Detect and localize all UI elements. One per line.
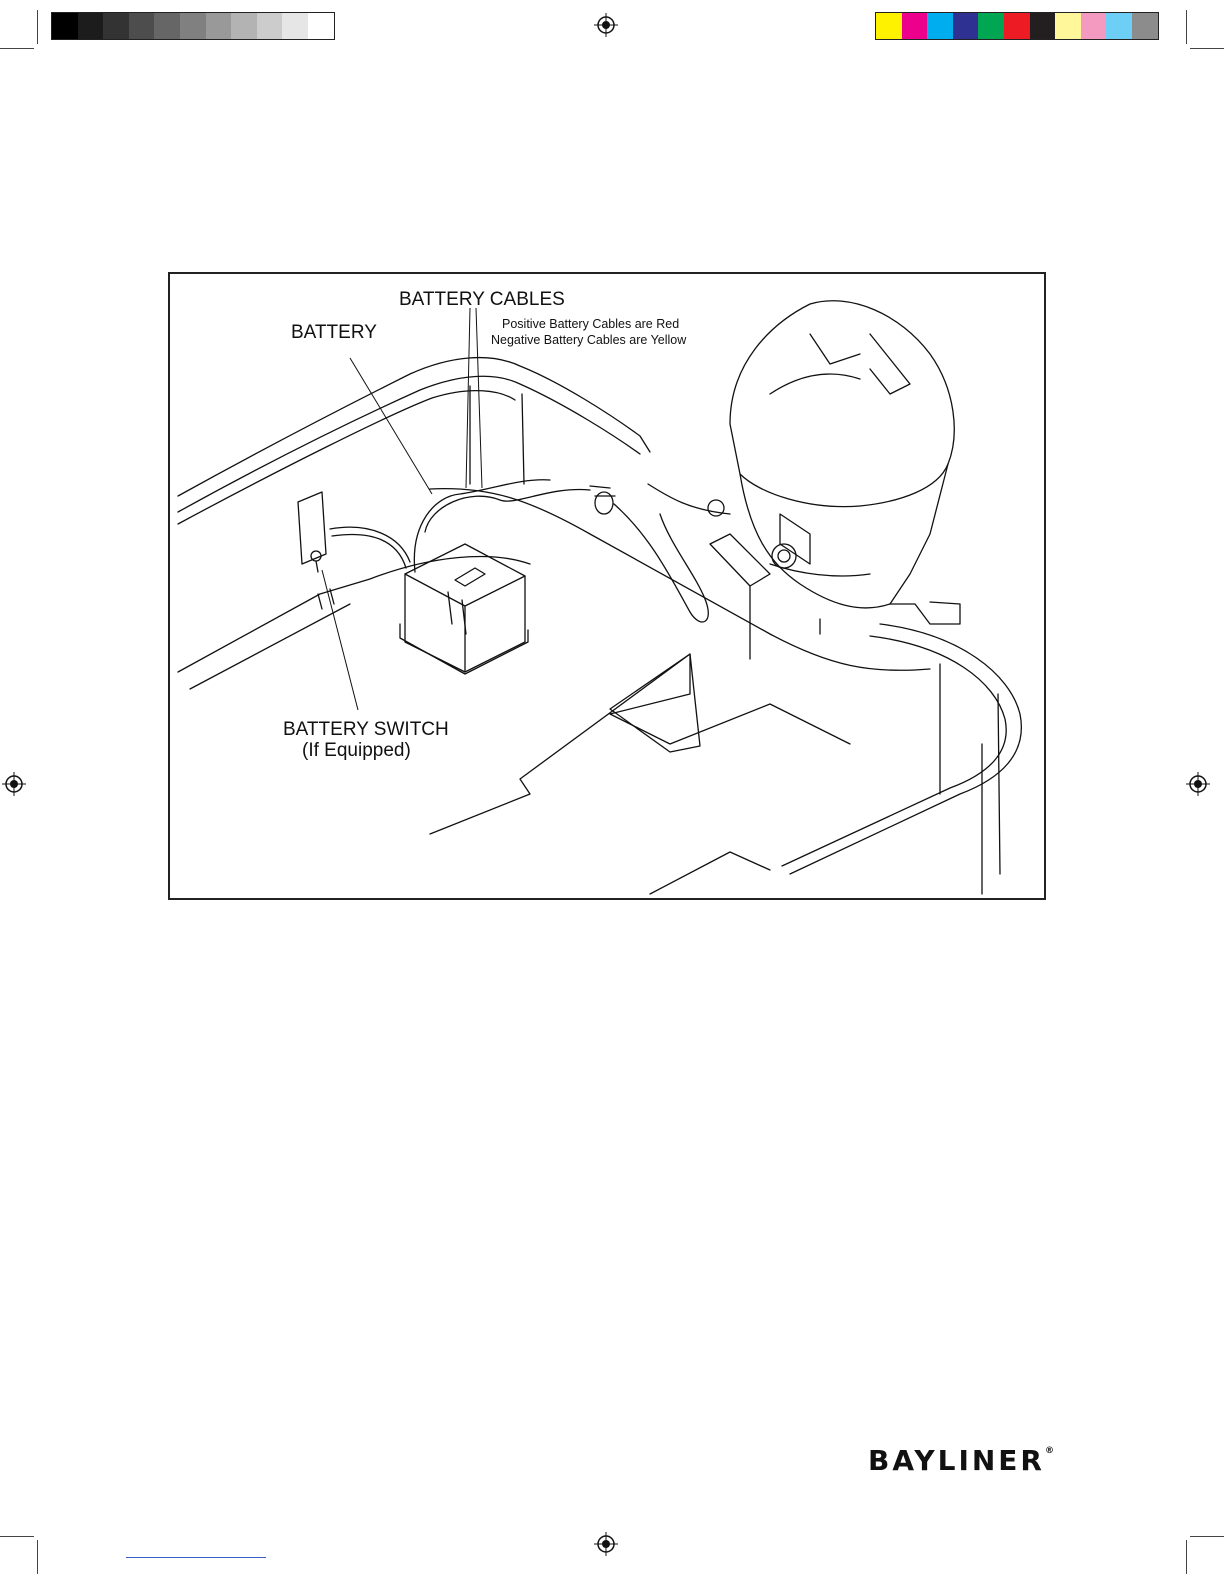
port-gunwale — [178, 358, 650, 496]
registration-mark-icon — [1186, 772, 1210, 796]
positive-cable-note: Positive Battery Cables are Red — [502, 317, 680, 331]
crop-mark — [37, 1540, 38, 1574]
gray-swatch — [206, 13, 232, 39]
battery-label: BATTERY — [291, 322, 377, 343]
process-color-bar — [875, 12, 1159, 40]
battery-cables — [330, 527, 410, 562]
color-swatch — [1030, 13, 1056, 39]
crop-mark — [1186, 10, 1187, 44]
transom — [430, 489, 930, 671]
gray-swatch — [257, 13, 283, 39]
boat-line-drawing — [170, 274, 1044, 898]
grayscale-color-bar — [51, 12, 335, 40]
color-swatch — [1106, 13, 1132, 39]
stern-corner — [790, 624, 1021, 874]
outboard-motor — [708, 301, 960, 624]
color-swatch — [927, 13, 953, 39]
gray-swatch — [231, 13, 257, 39]
gray-swatch — [180, 13, 206, 39]
battery-installation-figure — [168, 272, 1046, 900]
gray-swatch — [154, 13, 180, 39]
negative-cable-note: Negative Battery Cables are Yellow — [491, 333, 687, 347]
battery-switch-note: (If Equipped) — [302, 740, 411, 761]
color-swatch — [1004, 13, 1030, 39]
color-swatch — [876, 13, 902, 39]
color-swatch — [1055, 13, 1081, 39]
battery-switch-label: BATTERY SWITCH — [283, 719, 449, 740]
gray-swatch — [103, 13, 129, 39]
deck-floor — [178, 557, 530, 672]
footer-underline — [126, 1557, 266, 1558]
gray-swatch — [129, 13, 155, 39]
crop-mark — [0, 48, 34, 49]
color-swatch — [953, 13, 979, 39]
gray-swatch — [308, 13, 334, 39]
battery-cables-label: BATTERY CABLES — [399, 289, 565, 310]
crop-mark — [1190, 1536, 1224, 1537]
color-swatch — [902, 13, 928, 39]
crop-mark — [0, 1536, 34, 1537]
color-swatch — [1132, 13, 1158, 39]
color-swatch — [1081, 13, 1107, 39]
crop-mark — [37, 10, 38, 44]
registration-mark-icon — [594, 13, 618, 37]
registration-mark-icon — [2, 772, 26, 796]
gray-swatch — [282, 13, 308, 39]
registered-mark: ® — [1045, 1446, 1057, 1456]
gray-swatch — [52, 13, 78, 39]
crop-mark — [1186, 1540, 1187, 1574]
registration-mark-icon — [594, 1532, 618, 1556]
gray-swatch — [78, 13, 104, 39]
bayliner-logo — [868, 1444, 1057, 1477]
port-gunwale-inner — [178, 376, 640, 512]
color-swatch — [978, 13, 1004, 39]
logo-text: BAYLINER — [868, 1444, 1045, 1477]
crop-mark — [1190, 48, 1224, 49]
leader-lines — [322, 308, 482, 710]
